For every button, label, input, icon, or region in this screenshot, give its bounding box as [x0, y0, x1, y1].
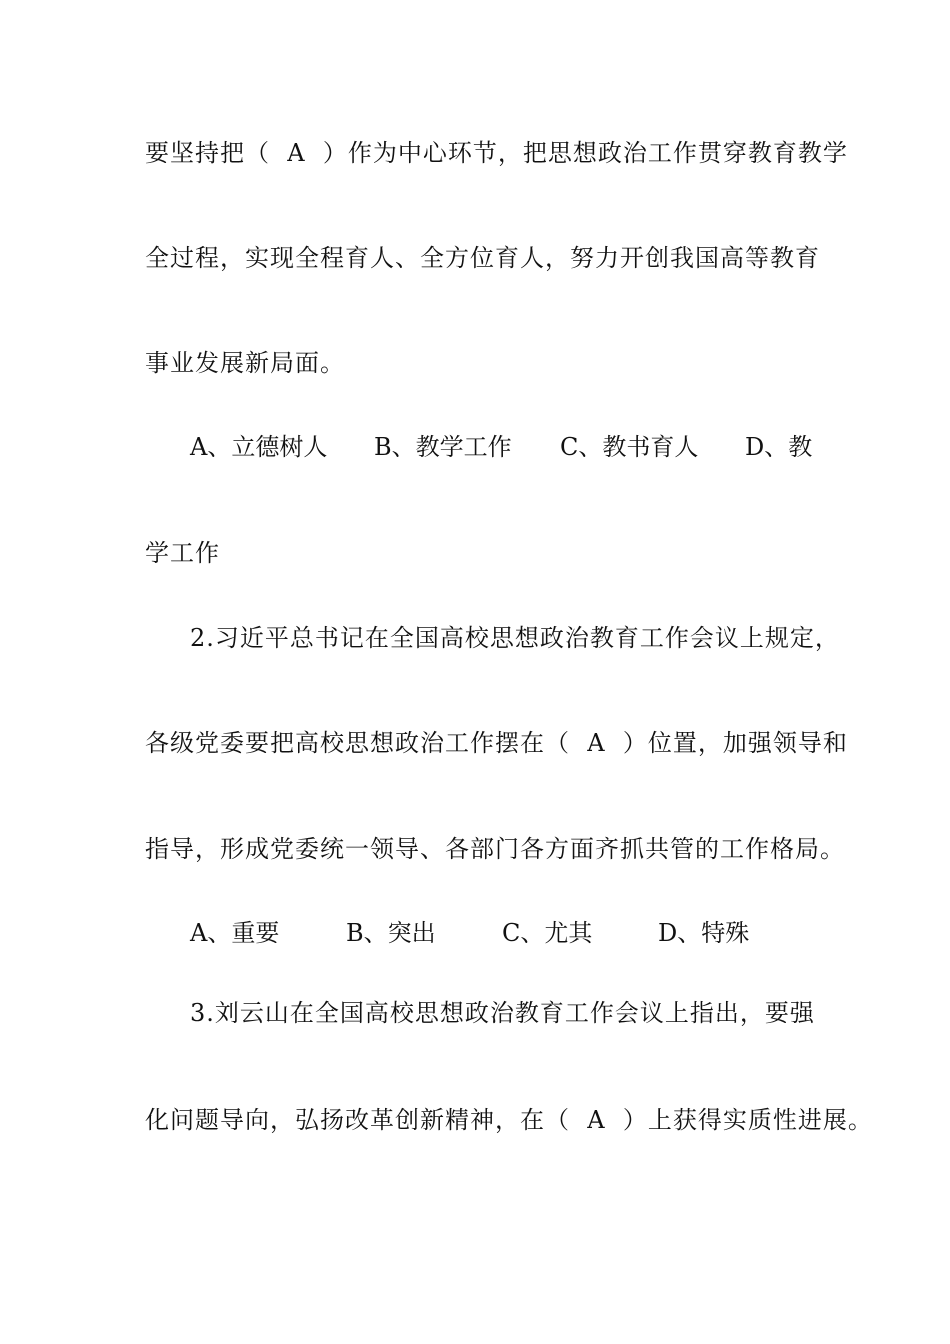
q2-option-a: A、重要	[190, 919, 280, 947]
q1-options-wrap: 学工作	[145, 539, 220, 567]
q2-line-2: 各级党委要把高校思想政治工作摆在（ A ）位置，加强领导和	[145, 729, 848, 757]
q3-line-2: 化问题导向，弘扬改革创新精神，在（ A ）上获得实质性进展。	[145, 1106, 873, 1134]
q1-option-c: C、教书育人	[560, 433, 699, 461]
q2-option-c: C、尤其	[502, 919, 593, 947]
q1-line-2: 全过程，实现全程育人、全方位育人，努力开创我国高等教育	[145, 244, 820, 272]
q1-option-d: D、教	[745, 433, 813, 461]
q2-option-d: D、特殊	[658, 919, 750, 947]
q1-option-b: B、教学工作	[374, 433, 512, 461]
q2-line-3: 指导，形成党委统一领导、各部门各方面齐抓共管的工作格局。	[145, 835, 845, 863]
q1-line-1: 要坚持把（ A ）作为中心环节，把思想政治工作贯穿教育教学	[145, 139, 848, 167]
q3-line-1: 3.刘云山在全国高校思想政治教育工作会议上指出，要强	[190, 999, 815, 1027]
q1-options	[190, 432, 813, 612]
q2-line-1: 2.习近平总书记在全国高校思想政治教育工作会议上规定，	[190, 624, 840, 652]
q1-option-a: A、立德树人	[190, 433, 328, 461]
q1-line-3: 事业发展新局面。	[145, 349, 345, 377]
q2-option-b: B、突出	[346, 919, 436, 947]
